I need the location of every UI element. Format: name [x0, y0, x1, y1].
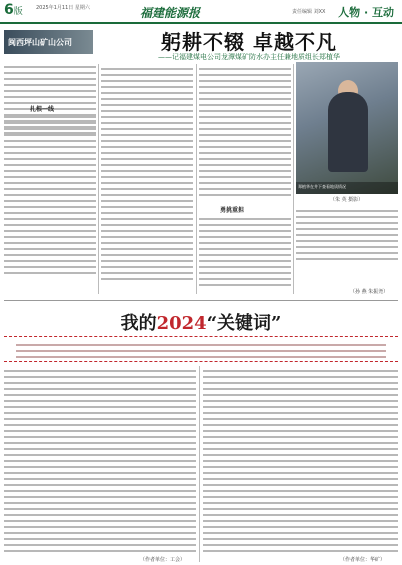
editor-line: 责任编辑 刘XX	[292, 9, 326, 15]
section-title: 人物 · 互动	[338, 6, 394, 19]
page-number: 6版	[4, 2, 23, 18]
dashed-rule-bottom	[4, 361, 398, 363]
keywords-title: 我的2024“关键词”	[120, 313, 282, 334]
column-divider	[196, 64, 197, 294]
article-subhead: ——记福建煤电公司龙潭煤矿防水办主任兼地质组长郑植华	[158, 53, 340, 61]
column-divider	[98, 64, 99, 294]
top-left-photo	[4, 30, 93, 54]
keywords-intro	[16, 340, 386, 358]
article-signoff: （孙 燕 朱振尧）	[350, 289, 389, 295]
article-column-1b	[4, 112, 96, 294]
keywords-right-column	[203, 366, 398, 562]
article-column-2	[101, 64, 193, 294]
dashed-rule-top	[4, 336, 398, 338]
photo-caption: 郑植华在井下查看地质情况	[296, 182, 398, 194]
date-line: 2025年1月11日 星期六	[36, 5, 90, 11]
column-divider	[293, 64, 294, 294]
column-divider	[199, 366, 200, 562]
article-column-4	[296, 206, 398, 286]
newspaper-logo: 福建能源报	[140, 6, 201, 20]
subtitle-2: 勇挑重担	[220, 207, 245, 214]
right-signoff: （作者单位：华矿）	[340, 557, 386, 563]
article-column-3b	[199, 214, 291, 294]
article-headline: 躬耕不辍 卓越不凡	[161, 30, 337, 54]
subtitle-1: 扎根一线	[30, 106, 55, 113]
page-header	[0, 0, 402, 24]
photo-credit: （朱 英 摄影）	[330, 197, 364, 203]
left-signoff: （作者单位：工会）	[140, 557, 186, 563]
portrait-photo	[296, 62, 398, 194]
top-photo-caption: 闽西坪山矿山公司	[8, 38, 72, 47]
header-rule	[0, 22, 402, 24]
section-divider	[4, 300, 398, 301]
keywords-left-column	[4, 366, 196, 562]
